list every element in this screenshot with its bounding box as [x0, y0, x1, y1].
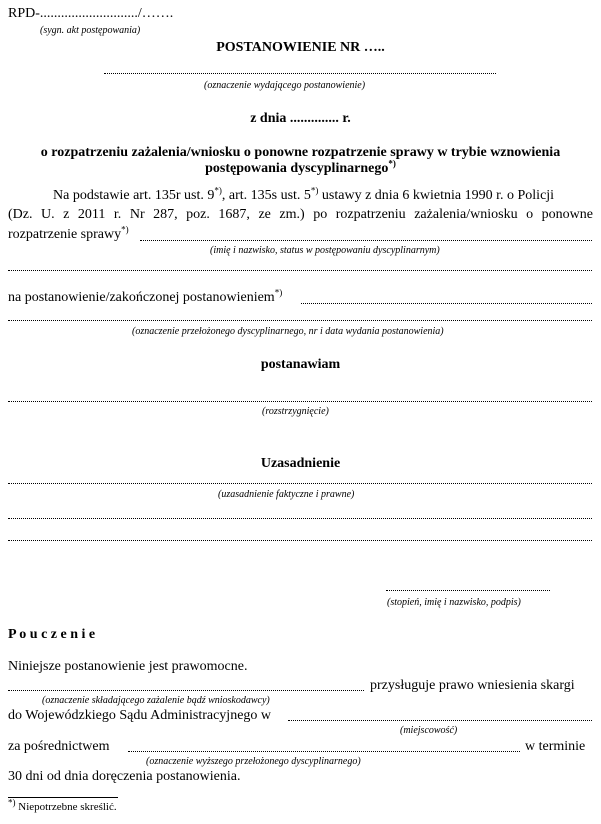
person-dotted-line [140, 240, 592, 241]
ruling-caption: (rozstrzygnięcie) [262, 406, 329, 417]
footnote-mark: *) [214, 185, 222, 196]
superior-dotted-line [128, 751, 520, 752]
decision-dotted-line-2 [8, 320, 592, 321]
ruling-dotted-line [8, 401, 592, 402]
justification-heading: Uzasadnienie [260, 456, 341, 471]
issuer-dotted-line [104, 73, 496, 74]
footnote-mark: *) [310, 185, 319, 196]
instruction-heading: P o u c z e n i e [8, 627, 96, 642]
footnote-mark: *) [8, 797, 16, 808]
signature-caption: (stopień, imię i nazwisko, podpis) [387, 597, 521, 608]
case-reference-caption: (sygn. akt postępowania) [40, 25, 141, 36]
final-text: Niniejsze postanowienie jest prawomocne. [8, 659, 248, 674]
case-reference: RPD-............................/……. [8, 6, 174, 21]
place-caption: (miejscowość) [400, 725, 458, 736]
subject-line-1: o rozpatrzeniu zażalenia/wniosku o ponowne rozpatrzenie sprawy w trybie wznowienia [40, 145, 561, 160]
document-title: POSTANOWIENIE NR ….. [216, 40, 385, 55]
signature-dotted-line [386, 590, 550, 591]
through-text: za pośrednictwem [8, 739, 110, 754]
complainant-caption: (oznaczenie składającego zażalenie bądź wnioskodawcy) [42, 695, 270, 706]
decision-caption: (oznaczenie przełożonego dyscyplinarnego, nr i data wydania postanowienia) [132, 326, 444, 337]
deadline-days-text: 30 dni od dnia doręczenia postanowienia. [8, 769, 241, 784]
footnote-mark: *) [388, 158, 396, 169]
complainant-dotted-line [8, 690, 364, 691]
basis-line-2: (Dz. U. z 2011 r. Nr 287, poz. 1687, ze zm.) po rozpatrzeniu zażalenia/wniosku o ponowne [8, 207, 593, 222]
footnote-mark: *) [274, 287, 283, 298]
complaint-right-text: przysługuje prawo wniesienia skargi [370, 678, 575, 693]
basis-line-1: Na podstawie art. 135r ust. 9*), art. 135s ust. 5*) ustawy z dnia 6 kwietnia 1990 r. o Policji [53, 185, 555, 203]
footnote: *) Niepotrzebne skreślić. [8, 797, 117, 813]
decision-ref-text: na postanowienie/zakończonej postanowieniem*) [8, 287, 283, 305]
deadline-text: w terminie [525, 739, 586, 754]
superior-caption: (oznaczenie wyższego przełożonego dyscyplinarnego) [146, 756, 361, 767]
footnote-separator [8, 797, 118, 798]
basis-line-3: rozpatrzenie sprawy*) [8, 224, 129, 242]
place-dotted-line [288, 720, 592, 721]
justification-dotted-line-2 [8, 518, 592, 519]
footnote-mark: *) [121, 224, 129, 235]
person-caption: (imię i nazwisko, status w postępowaniu dyscyplinarnym) [210, 245, 440, 256]
issuer-caption: (oznaczenie wydającego postanowienie) [204, 80, 366, 91]
subject-line-2: postępowania dyscyplinarnego*) [205, 158, 396, 176]
date-line: z dnia .............. r. [250, 111, 351, 126]
decision-dotted-line [301, 303, 592, 304]
justification-dotted-line-3 [8, 540, 592, 541]
justification-dotted-line [8, 483, 592, 484]
court-text: do Wojewódzkiego Sądu Administracyjnego w [8, 708, 272, 723]
person-dotted-line-2 [8, 270, 592, 271]
justification-caption: (uzasadnienie faktyczne i prawne) [218, 489, 355, 500]
ruling-heading: postanawiam [260, 357, 341, 372]
